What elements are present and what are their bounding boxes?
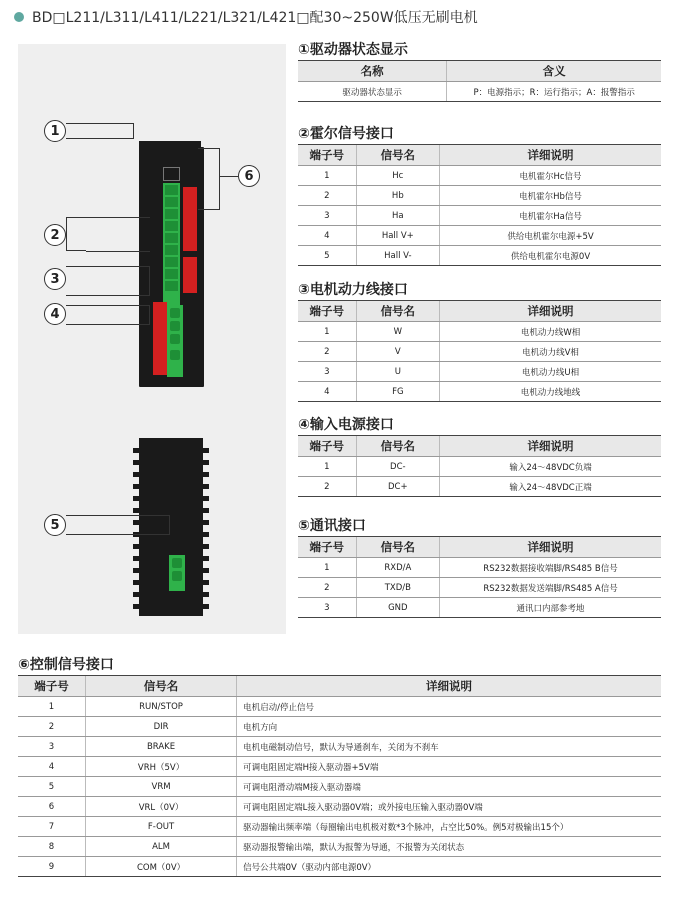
table-cell: 3: [298, 362, 356, 382]
table-row: [298, 82, 661, 102]
column-header: 端子号: [298, 301, 356, 322]
table-cell: 驱动器报警输出端，默认为报警为导通，不报警为关闭状态: [237, 837, 661, 857]
table-row: [18, 697, 661, 717]
table-cell: 8: [18, 837, 86, 857]
column-header: 详细说明: [237, 676, 661, 697]
table-cell: ALM: [86, 837, 237, 857]
table-cell: 5: [298, 246, 356, 266]
motor-power-table: [298, 300, 661, 402]
section-power-input: [298, 413, 661, 497]
power-input-terminal: [167, 347, 183, 377]
table-cell: 电机电磁制动信号，默认为导通刹车，关闭为不刹车: [237, 737, 661, 757]
callout-4-leader: [66, 305, 150, 325]
column-header: 端子号: [298, 537, 356, 558]
callout-5: 5: [44, 514, 66, 536]
table-row: [298, 206, 661, 226]
column-header: 端子号: [298, 145, 356, 166]
table-cell: GND: [356, 598, 439, 618]
table-cell: 2: [18, 717, 86, 737]
column-header: 详细说明: [440, 436, 661, 457]
section-4-heading: ④输入电源接口: [298, 417, 394, 433]
table-cell: 电机动力线U相: [440, 362, 661, 382]
table-cell: Hall V-: [356, 246, 439, 266]
callout-6-leader: [198, 148, 220, 210]
table-cell: 供给电机霍尔电源+5V: [440, 226, 661, 246]
section-2-heading: ②霍尔信号接口: [298, 126, 394, 142]
table-cell: F-OUT: [86, 817, 237, 837]
column-header: 详细说明: [440, 301, 661, 322]
table-row: [18, 857, 661, 877]
power-label-sticker: [153, 345, 167, 375]
column-header: 端子号: [18, 676, 86, 697]
callout-4: 4: [44, 303, 66, 325]
callout-2: 2: [44, 224, 66, 246]
table-row: [298, 362, 661, 382]
column-header: 详细说明: [440, 537, 661, 558]
table-cell: 电机启动/停止信号: [237, 697, 661, 717]
section-6-heading: ⑥控制信号接口: [18, 657, 114, 673]
column-header: 信号名: [356, 537, 439, 558]
table-cell: RUN/STOP: [86, 697, 237, 717]
column-header: 含义: [447, 61, 661, 82]
section-1-heading: ①驱动器状态显示: [298, 42, 408, 58]
table-cell: 9: [18, 857, 86, 877]
section-communication: [298, 514, 661, 618]
section-motor-power: [298, 278, 661, 402]
table-row: [298, 226, 661, 246]
table-cell: 1: [298, 558, 356, 578]
table-cell: Hall V+: [356, 226, 439, 246]
table-cell: TXD/B: [356, 578, 439, 598]
table-cell: 2: [298, 477, 356, 497]
table-cell: 1: [298, 166, 356, 186]
table-cell: 4: [18, 757, 86, 777]
table-cell: Ha: [356, 206, 439, 226]
table-cell: 3: [298, 598, 356, 618]
table-row: [298, 342, 661, 362]
table-row: [298, 598, 661, 618]
table-row: [18, 757, 661, 777]
hall-control-terminal-strip: [163, 183, 180, 305]
column-header: 信号名: [356, 436, 439, 457]
table-row: [18, 797, 661, 817]
table-cell: U: [356, 362, 439, 382]
table-cell: 供给电机霍尔电源0V: [440, 246, 661, 266]
callout-1-leader: [66, 123, 134, 139]
table-cell: 信号公共端0V（驱动内部电源0V）: [237, 857, 661, 877]
table-cell: W: [356, 322, 439, 342]
section-status-display: [298, 38, 661, 102]
column-header: 信号名: [86, 676, 237, 697]
column-header: 详细说明: [440, 145, 661, 166]
table-cell: 可调电阻固定端L接入驱动器0V端；或外接电压输入驱动器0V端: [237, 797, 661, 817]
table-cell: 电机动力线地线: [440, 382, 661, 402]
hall-signal-table: [298, 144, 661, 266]
table-cell: 可调电阻滑动端M接入驱动器端: [237, 777, 661, 797]
table-cell: 电机霍尔Ha信号: [440, 206, 661, 226]
table-cell: 驱动器输出频率端（每圈输出电机极对数*3个脉冲，占空比50%。例5对极输出15个）: [237, 817, 661, 837]
table-row: [298, 477, 661, 497]
status-led-block: [163, 167, 180, 181]
table-cell: VRH（5V）: [86, 757, 237, 777]
section-hall-signal: [298, 122, 661, 266]
table-cell: 1: [298, 322, 356, 342]
section-control-signal: [18, 653, 661, 877]
section-5-heading: ⑤通讯接口: [298, 518, 366, 534]
table-cell: V: [356, 342, 439, 362]
table-row: [18, 717, 661, 737]
table-row: [18, 817, 661, 837]
table-cell: 3: [298, 206, 356, 226]
column-header: 端子号: [298, 436, 356, 457]
table-row: [18, 837, 661, 857]
table-cell: RS232数据接收端脚/RS485 B信号: [440, 558, 661, 578]
table-cell: 输入24～48VDC正端: [440, 477, 661, 497]
table-cell: Hc: [356, 166, 439, 186]
table-cell: P：电源指示；R：运行指示；A：报警指示: [447, 82, 661, 102]
table-cell: 电机霍尔Hb信号: [440, 186, 661, 206]
table-row: [298, 322, 661, 342]
table-cell: Hb: [356, 186, 439, 206]
callout-2-leader: [66, 217, 86, 251]
table-cell: 通讯口内部参考地: [440, 598, 661, 618]
table-cell: 5: [18, 777, 86, 797]
table-row: [298, 578, 661, 598]
callout-1: 1: [44, 120, 66, 142]
table-row: [18, 777, 661, 797]
table-row: [298, 186, 661, 206]
table-cell: VRL（0V）: [86, 797, 237, 817]
table-row: [298, 558, 661, 578]
table-cell: DIR: [86, 717, 237, 737]
comm-terminal: [169, 555, 185, 591]
table-cell: 电机动力线V相: [440, 342, 661, 362]
table-cell: 电机方向: [237, 717, 661, 737]
callout-3-leader: [66, 266, 150, 296]
table-row: [18, 737, 661, 757]
column-header: 名称: [298, 61, 447, 82]
table-cell: 2: [298, 186, 356, 206]
table-cell: FG: [356, 382, 439, 402]
table-cell: RXD/A: [356, 558, 439, 578]
control-label-sticker: [183, 187, 197, 251]
table-cell: COM（0V）: [86, 857, 237, 877]
page-title: [14, 6, 478, 28]
table-cell: 4: [298, 226, 356, 246]
status-display-table: [298, 60, 661, 102]
table-cell: 电机霍尔Hc信号: [440, 166, 661, 186]
table-cell: 驱动器状态显示: [298, 82, 447, 102]
section-3-heading: ③电机动力线接口: [298, 282, 408, 298]
table-cell: VRM: [86, 777, 237, 797]
table-cell: 电机动力线W相: [440, 322, 661, 342]
column-header: 信号名: [356, 145, 439, 166]
control-signal-table: [18, 675, 661, 877]
table-cell: 4: [298, 382, 356, 402]
callout-5-leader: [66, 515, 170, 535]
table-cell: BRAKE: [86, 737, 237, 757]
table-cell: 7: [18, 817, 86, 837]
table-cell: 6: [18, 797, 86, 817]
table-cell: DC+: [356, 477, 439, 497]
table-row: [298, 457, 661, 477]
table-row: [298, 382, 661, 402]
page-title-text: BD□L211/L311/L411/L221/L321/L421□配30~250W低压无刷电机: [32, 10, 478, 26]
table-row: [298, 246, 661, 266]
communication-table: [298, 536, 661, 618]
callout-6: 6: [238, 165, 260, 187]
table-cell: RS232数据发送端脚/RS485 A信号: [440, 578, 661, 598]
table-cell: 1: [18, 697, 86, 717]
device-illustration-panel: [18, 44, 286, 634]
column-header: 信号名: [356, 301, 439, 322]
table-cell: 1: [298, 457, 356, 477]
table-row: [298, 166, 661, 186]
table-cell: 2: [298, 578, 356, 598]
table-cell: 3: [18, 737, 86, 757]
table-cell: 输入24～48VDC负端: [440, 457, 661, 477]
callout-3: 3: [44, 268, 66, 290]
control-label-sticker-2: [183, 257, 197, 293]
table-cell: 可调电阻固定端H接入驱动器+5V端: [237, 757, 661, 777]
title-bullet-icon: [14, 12, 24, 22]
driver-cap: [139, 141, 201, 149]
table-cell: DC-: [356, 457, 439, 477]
table-cell: 2: [298, 342, 356, 362]
power-input-table: [298, 435, 661, 497]
